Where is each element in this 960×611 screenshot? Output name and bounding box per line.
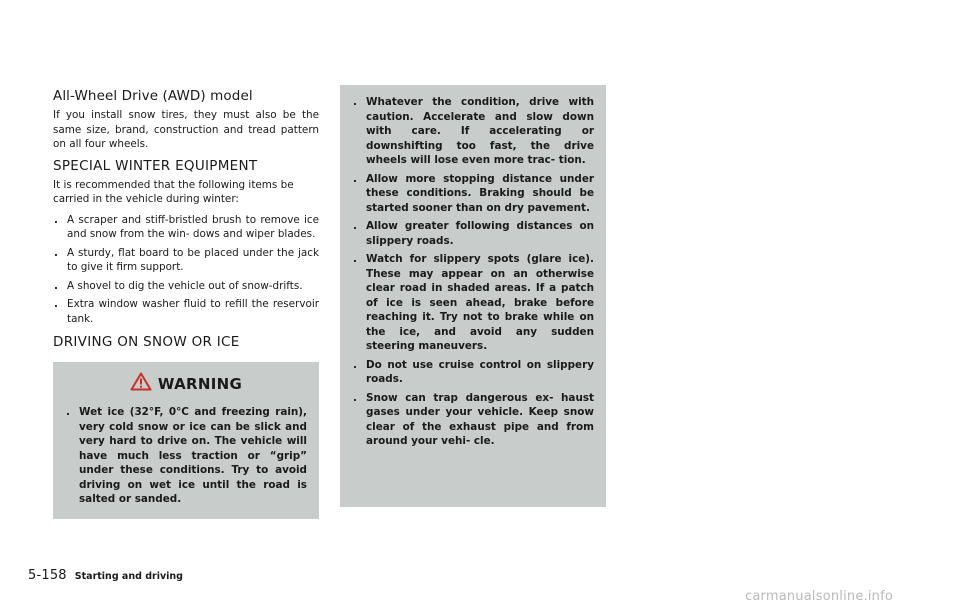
driving-snow-heading: DRIVING ON SNOW OR ICE	[53, 334, 240, 350]
section-name: Starting and driving	[74, 571, 183, 582]
left-column	[53, 88, 319, 519]
list-item: . A shovel to dig the vehicle out of snow-drifts.	[54, 279, 303, 292]
list-item: . Whatever the condition, drive with caution. Accelerate and slow down with care. If accelerating or downshifting too fast, the drive wheels will lose even more trac- tion.	[353, 96, 594, 166]
warning-list	[65, 405, 307, 507]
warning-header	[65, 372, 307, 395]
list-item: . A sturdy, flat board to be placed under the jack to give it firm support.	[54, 246, 319, 273]
list-item: . Extra window washer fluid to refill the reservoir tank.	[54, 298, 319, 325]
page-footer	[28, 568, 183, 583]
list-item: . Watch for slippery spots (glare ice). These may appear on an otherwise clear road in shaded areas. If a patch of ice is seen ahead, brake before reaching it. Try not to brake while on the ice, and avoid any sudden steering maneuvers.	[353, 253, 594, 352]
warning-title: WARNING	[157, 374, 243, 393]
awd-subheading: All-Wheel Drive (AWD) model	[53, 88, 253, 104]
page-number: 5-158	[28, 568, 67, 583]
winter-equipment-intro: It is recommended that the following items be carried in the vehicle during winter:	[53, 178, 294, 205]
warning-box	[53, 362, 319, 519]
awd-paragraph: If you install snow tires, they must also be the same size, brand, construction and tread pattern on all four wheels.	[53, 109, 319, 150]
warning-triangle-icon	[130, 372, 152, 395]
winter-equipment-list	[53, 213, 319, 327]
list-item: . Snow can trap dangerous ex- haust gases under your vehicle. Keep snow clear of the exhaust pipe and from around your vehi- cle.	[353, 391, 594, 447]
list-item: . A scraper and stiff-bristled brush to remove ice and snow from the win- dows and wiper blades.	[54, 213, 319, 240]
warning-continuation-box	[340, 85, 606, 507]
list-item: . Allow more stopping distance under these conditions. Braking should be started sooner than on dry pavement.	[353, 172, 594, 214]
list-item: . Wet ice (32°F, 0°C and freezing rain), very cold snow or ice can be slick and very hard to drive on. The vehicle will have much less traction or “grip” under these conditions. Try to avoid driving on wet ice until the road is salted or sanded.	[66, 406, 307, 505]
list-item: . Allow greater following distances on slippery roads.	[353, 220, 594, 247]
list-item: . Do not use cruise control on slippery roads.	[353, 358, 594, 385]
warning-continuation-list	[352, 95, 594, 449]
watermark: carmanualsonline.info	[745, 589, 894, 604]
winter-equipment-heading: SPECIAL WINTER EQUIPMENT	[53, 157, 258, 174]
